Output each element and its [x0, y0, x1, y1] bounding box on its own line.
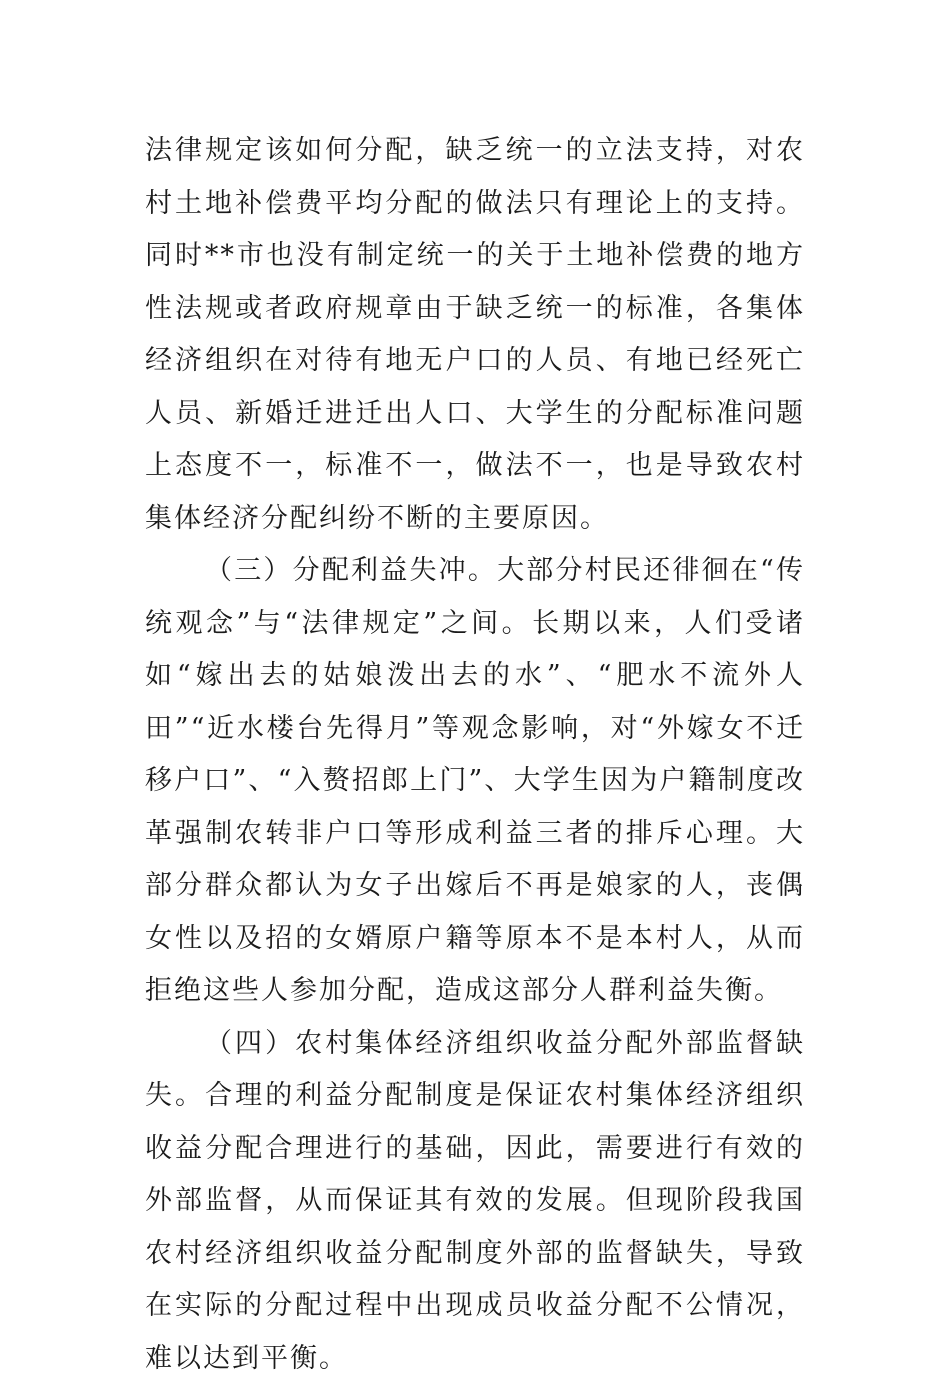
paragraph-continuation: 法律规定该如何分配，缺乏统一的立法支持，对农村土地补偿费平均分配的做法只有理论上的支持。同时**市也没有制定统一的关于土地补偿费的地方性法规或者政府规章由于缺乏统一的标准，各集体经济组织在对待有地无户口的人员、有地已经死亡人员、新婚迁进迁出人口、大学生的分配标准问题上态度不一，标准不一，做法不一，也是导致农村集体经济分配纠纷不断的主要原因。: [145, 125, 805, 545]
paragraph-section-four: （四）农村集体经济组织收益分配外部监督缺失。合理的利益分配制度是保证农村集体经济组织收益分配合理进行的基础，因此，需要进行有效的外部监督，从而保证其有效的发展。但现阶段我国农村经济组织收益分配制度外部的监督缺失，导致在实际的分配过程中出现成员收益分配不公情况，难以达到平衡。: [145, 1018, 805, 1385]
body-text: [145, 125, 805, 1385]
paragraph-section-three: （三）分配利益失冲。大部分村民还徘徊在“传统观念”与“法律规定”之间。长期以来，人们受诸如“嫁出去的姑娘泼出去的水”、“肥水不流外人田”“近水楼台先得月”等观念影响，对“外嫁女不迁移户口”、“入赘招郎上门”、大学生因为户籍制度改革强制农转非户口等形成利益三者的排斥心理。大部分群众都认为女子出嫁后不再是娘家的人，丧偶女性以及招的女婿原户籍等原本不是本村人，从而拒绝这些人参加分配，造成这部分人群利益失衡。: [145, 545, 805, 1018]
